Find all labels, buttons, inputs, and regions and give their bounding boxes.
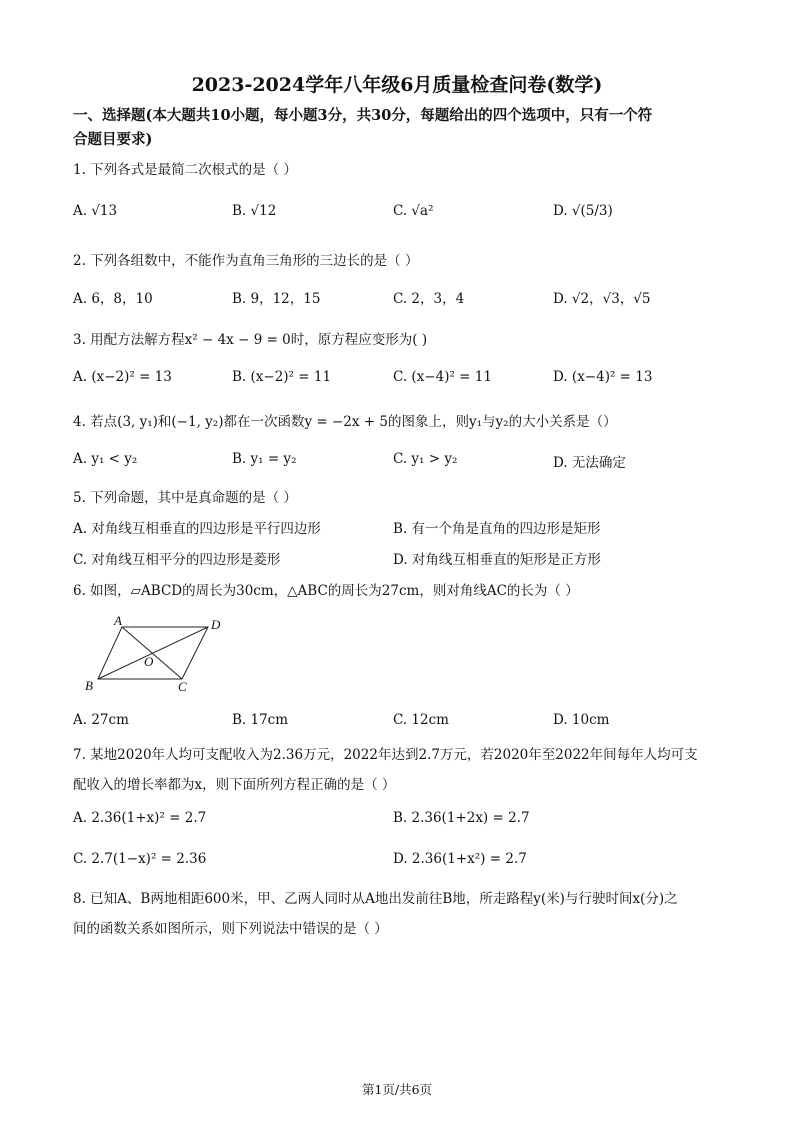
question-4-stem: 4. 若点(3, y₁)和(−1, y₂)都在一次函数y = −2x + 5的图象上，则y₁与y₂的大小关系是（）: [73, 414, 617, 430]
q4-option-c: C. y₁ > y₂: [393, 451, 458, 467]
q7-option-b: B. 2.36(1+2x) = 2.7: [393, 810, 530, 826]
q1-option-a: A. √13: [73, 203, 118, 219]
label-c: C: [178, 679, 187, 694]
question-8-stem-line2: 间的函数关系如图所示，则下列说法中错误的是（ ）: [73, 921, 388, 937]
label-a: A: [114, 613, 122, 628]
q4-option-a: A. y₁ < y₂: [73, 451, 138, 467]
parallelogram-figure: [80, 612, 230, 694]
label-b: B: [85, 678, 93, 693]
q4-option-b: B. y₁ = y₂: [232, 451, 297, 467]
question-7-stem-line1: 7. 某地2020年人均可支配收入为2.36万元，2022年达到2.7万元，若2020年至2022年间每年人均可支: [73, 747, 698, 763]
question-8-stem-line1: 8. 已知A、B两地相距600米，甲、乙两人同时从A地出发前往B地，所走路程y(米)与行驶时间x(分)之: [73, 891, 678, 907]
q3-option-d: D. (x−4)² = 13: [553, 369, 653, 385]
q3-option-b: B. (x−2)² = 11: [232, 369, 332, 385]
question-3-stem: 3. 用配方法解方程x² − 4x − 9 = 0时，原方程应变形为( ): [73, 332, 428, 348]
q7-option-d: D. 2.36(1+x²) = 2.7: [393, 851, 527, 867]
q3-option-a: A. (x−2)² = 13: [73, 369, 172, 385]
q5-option-d: D. 对角线互相垂直的矩形是正方形: [393, 552, 601, 568]
q4-option-d: D. 无法确定: [553, 455, 626, 471]
label-o: O: [144, 654, 154, 669]
question-1-stem: 1. 下列各式是最简二次根式的是（ ）: [73, 162, 297, 178]
q2-option-a: A. 6，8，10: [73, 291, 153, 307]
q1-option-c: C. √a²: [393, 203, 434, 219]
q1-option-d: D. √(5/3): [553, 203, 613, 219]
question-5-stem: 5. 下列命题，其中是真命题的是（ ）: [73, 490, 297, 506]
q2-option-d: D. √2，√3，√5: [553, 291, 651, 307]
section-heading-line1: 一、选择题(本大题共10小题，每小题3分，共30分，每题给出的四个选项中，只有一个符: [73, 107, 653, 124]
q3-option-c: C. (x−4)² = 11: [393, 369, 492, 385]
q5-option-a: A. 对角线互相垂直的四边形是平行四边形: [73, 521, 321, 537]
q6-option-a: A. 27cm: [73, 712, 129, 728]
page-title: 2023-2024学年八年级6月质量检查问卷(数学): [191, 74, 603, 96]
q5-option-b: B. 有一个角是直角的四边形是矩形: [393, 521, 601, 537]
q7-option-c: C. 2.7(1−x)² = 2.36: [73, 851, 207, 867]
q2-option-c: C. 2，3，4: [393, 291, 465, 307]
q6-option-b: B. 17cm: [232, 712, 289, 728]
question-6-stem: 6. 如图，▱ABCD的周长为30cm，△ABC的周长为27cm，则对角线AC的长为（ ）: [73, 583, 579, 599]
q1-option-b: B. √12: [232, 203, 277, 219]
diagonal-bd: [98, 627, 208, 679]
q7-option-a: A. 2.36(1+x)² = 2.7: [73, 810, 207, 826]
page-footer: 第1页/共6页: [361, 1082, 433, 1097]
label-d: D: [211, 617, 221, 632]
q6-option-c: C. 12cm: [393, 712, 449, 728]
section-heading-line2: 合题目要求): [73, 131, 153, 148]
q5-option-c: C. 对角线互相平分的四边形是菱形: [73, 552, 281, 568]
q2-option-b: B. 9，12，15: [232, 291, 321, 307]
q6-option-d: D. 10cm: [553, 712, 610, 728]
question-2-stem: 2. 下列各组数中，不能作为直角三角形的三边长的是（ ）: [73, 253, 419, 269]
question-7-stem-line2: 配收入的增长率都为x，则下面所列方程正确的是（ ）: [73, 777, 396, 793]
